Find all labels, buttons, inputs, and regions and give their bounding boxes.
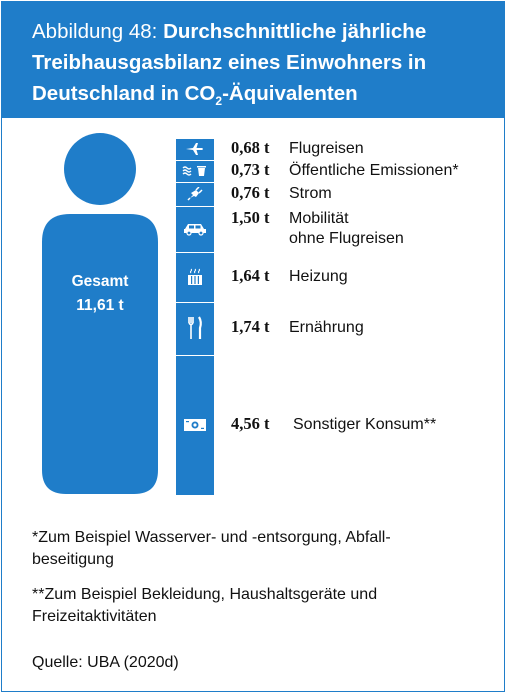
car-icon (183, 222, 207, 236)
title-line-3b: -Äquivalenten (222, 82, 358, 105)
category-label-line-1: Sonstiger Konsum** (293, 416, 437, 434)
value-label: 1,50 t (231, 207, 270, 227)
source-note: Quelle: UBA (2020d) (32, 654, 179, 671)
radiator-icon (187, 268, 203, 286)
title-subscript: 2 (215, 94, 223, 109)
category-label-line-1: Heizung (289, 267, 348, 285)
category-label-line-1: Mobilität (289, 209, 349, 227)
category-label (289, 209, 404, 249)
airplane-icon (185, 143, 205, 155)
value-label: 0,76 t (231, 182, 270, 202)
category-label-line-2: ohne Flugreisen (289, 229, 404, 247)
water-waste-icon (182, 165, 208, 177)
banknote-icon (183, 418, 207, 432)
figure-number: Abbildung 48: (32, 20, 164, 43)
value-label: 4,56 t (231, 414, 270, 434)
category-label (289, 318, 364, 338)
footnote-2: **Zum Beispiel Bekleidung, Haushaltsgeräte und Freizeitaktivitäten (32, 586, 378, 625)
plug-icon (187, 187, 203, 201)
category-label (289, 184, 332, 204)
cutlery-icon (186, 316, 204, 340)
category-label-line-1: Ernährung (289, 319, 364, 337)
value-label: 0,68 t (231, 138, 270, 158)
bar-segment (176, 182, 214, 205)
footnote-1: *Zum Beispiel Wasserver- und -entsorgung, Abfall-beseitigung (32, 529, 391, 568)
total-label: Gesamt (71, 273, 129, 290)
bar-segment (176, 206, 214, 252)
category-label (289, 161, 459, 181)
category-label (289, 139, 364, 159)
stacked-bar (176, 139, 214, 495)
category-label-line-1: Flugreisen (289, 140, 364, 158)
bar-segment (176, 355, 214, 495)
bar-segment (176, 139, 214, 160)
bar-segment (176, 252, 214, 302)
category-label-line-1: Strom (289, 184, 332, 202)
bar-segment (176, 302, 214, 355)
value-label: 1,64 t (231, 265, 270, 285)
value-label: 0,73 t (231, 160, 270, 180)
title-line-2: Treibhausgasbilanz eines Einwohners in (32, 51, 427, 74)
category-label (293, 415, 436, 435)
bar-segment (176, 160, 214, 182)
category-label (289, 267, 348, 287)
figure-frame (1, 1, 505, 692)
title-line-3a: Deutschland in CO (32, 82, 216, 105)
total-value: 11,61 t (76, 297, 124, 314)
title-line-1: Durchschnittliche jährliche (163, 20, 427, 43)
category-label-line-1: Öffentliche Emissionen* (289, 162, 459, 180)
value-label: 1,74 t (231, 317, 270, 337)
